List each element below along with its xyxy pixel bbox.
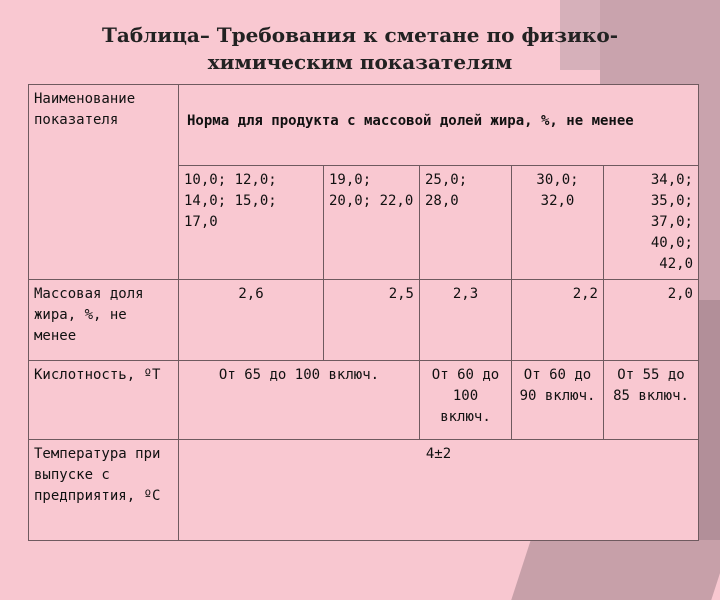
acidity-value-cell: От 60 до 90 включ. <box>512 361 604 440</box>
acidity-value-cell: От 55 до 85 включ. <box>604 361 699 440</box>
temperature-value-cell: 4±2 <box>179 440 699 541</box>
table-row-fat-content <box>29 280 699 361</box>
requirements-table <box>28 84 699 541</box>
fat-value-cell: 2,5 <box>324 280 420 361</box>
fat-range-cell: 30,0; 32,0 <box>512 166 604 280</box>
row-label-acidity: Кислотность, ºТ <box>29 361 179 440</box>
fat-range-cell: 25,0; 28,0 <box>420 166 512 280</box>
header-norm: Норма для продукта с массовой долей жира, %, не менее <box>179 85 699 166</box>
fat-range-cell: 34,0; 35,0; 37,0; 40,0; 42,0 <box>604 166 699 280</box>
acidity-value-cell: От 60 до 100 включ. <box>420 361 512 440</box>
header-indicator-name: Наименование показателя <box>29 85 179 280</box>
row-label-fat: Массовая доля жира, %, не менее <box>29 280 179 361</box>
fat-value-cell: 2,3 <box>420 280 512 361</box>
table-row-acidity <box>29 361 699 440</box>
fat-value-cell: 2,0 <box>604 280 699 361</box>
slide-title: Таблица– Требования к сметане по физико-химическим показателям <box>101 23 618 74</box>
fat-value-cell: 2,6 <box>179 280 324 361</box>
fat-value-cell: 2,2 <box>512 280 604 361</box>
table-header-row <box>29 85 699 166</box>
acidity-value-cell: От 65 до 100 включ. <box>179 361 420 440</box>
table-row-temperature <box>29 440 699 541</box>
fat-range-cell: 19,0; 20,0; 22,0 <box>324 166 420 280</box>
row-label-temperature: Температура при выпуске с предприятия, ºС <box>29 440 179 541</box>
fat-range-cell: 10,0; 12,0; 14,0; 15,0; 17,0 <box>179 166 324 280</box>
